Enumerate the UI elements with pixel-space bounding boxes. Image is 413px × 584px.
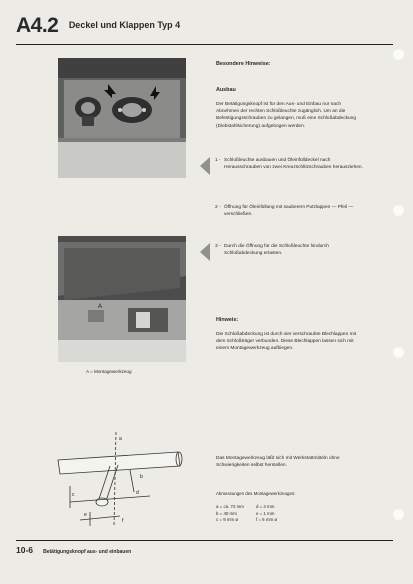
- special-notes-heading: Besondere Hinweise:: [216, 61, 271, 67]
- lock-cover-photo: [58, 236, 186, 362]
- lock-cover-illustration: [58, 236, 186, 362]
- dimensions-col-1: a = ca. 72 mm b = 40 mm c = 9 mm ø: [216, 504, 244, 523]
- removal-heading: Ausbau: [216, 87, 236, 93]
- dim-label-a: a: [119, 436, 122, 442]
- binder-hole: [392, 346, 405, 359]
- photo-caption: A = Montagewerkzeug: [86, 369, 132, 374]
- section-title: Deckel und Klappen Typ 4: [68, 20, 181, 30]
- header-rule: [16, 44, 393, 45]
- photo-label-a: A: [98, 304, 103, 310]
- page-header: [16, 14, 180, 38]
- section-code: A4.2: [16, 14, 59, 37]
- step-pointer: [200, 157, 210, 175]
- dim-label-f: f: [122, 518, 124, 524]
- dimensions-col-2: d = 4 mm e = 1 mm f = 6 mm ø: [255, 504, 278, 523]
- footer-title: Betätigungsknopf aus- und einbauen: [43, 549, 132, 555]
- note-text: Die Schloßabdeckung ist durch vier verschraubte Blechlappen mit dem Schloßträger verbunden. Diese Blechlappen lassen sich mit einem Montagewerkzeug aufbiegen.: [216, 332, 356, 352]
- dim-label-b: b: [140, 474, 143, 480]
- lock-light-illustration: [58, 58, 186, 178]
- step-3: 3 - Durch die Öffnung für die Schloßleuchte hindurch Schloßabdeckung ertasten.: [215, 244, 329, 257]
- intro-paragraph: Der Betätigungsknopf ist für den Aus- und Einbau nur nach Abnehmen der rechten Schloßleuchte zugänglich. Um an die Befestigungsschrauben zu gelangen, muß eine Schloßabdeckung (Diebstahlsicherung) aufgebogen werden.: [216, 102, 357, 129]
- dim-label-c: c: [72, 492, 75, 498]
- step-2: 2 - Öffnung für Öleinfüllung mit sauberem Putzlappen — Pfeil — verschließen.: [215, 205, 354, 218]
- dim-label-d: d: [136, 490, 139, 496]
- dim-label-e: e: [84, 512, 87, 518]
- step-1: 1 - Schloßleuchte ausbauen und Öleinfülldeckel nach Herausschrauben von zwei Kreuzschlitzschrauben herausziehen.: [215, 158, 363, 171]
- binder-hole: [392, 204, 405, 217]
- binder-hole: [392, 508, 405, 521]
- dimensions-table: [216, 504, 277, 524]
- page-footer: [16, 545, 131, 555]
- tool-drawing: [50, 430, 190, 530]
- binder-hole: [392, 48, 405, 61]
- dimensions-heading: Abmessungen des Montagewerkzeuges:: [216, 491, 296, 496]
- page-number: 10-6: [16, 545, 34, 555]
- note-heading: Hinweis:: [216, 317, 239, 323]
- footer-rule: [16, 540, 393, 541]
- tool-text: Das Montagewerkzeug läßt sich mit Werkstattmitteln ohne Schwierigkeiten selbst herstellen.: [216, 456, 340, 469]
- step-pointer: [200, 243, 210, 261]
- lock-light-photo: [58, 58, 186, 178]
